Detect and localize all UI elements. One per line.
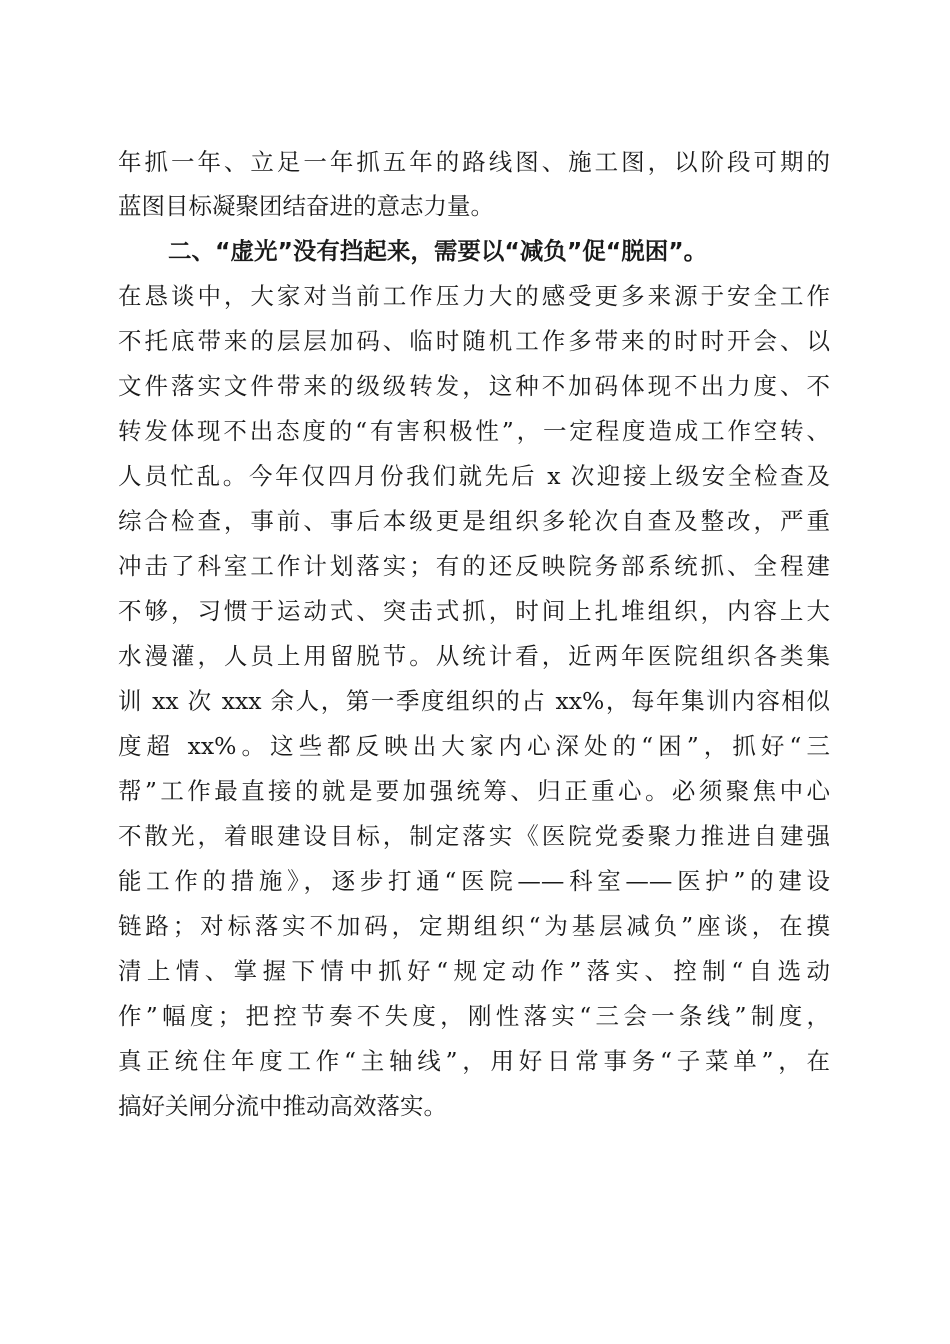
paragraph-line: 不够，习惯于运动式、突击式抓，时间上扎堆组织，内容上大 (118, 597, 830, 625)
paragraph-line: 年抓一年、立足一年抓五年的路线图、施工图，以阶段可期的 (118, 148, 830, 176)
paragraph-line: 真正统住年度工作“主轴线”，用好日常事务“子菜单”，在 (118, 1047, 830, 1075)
section-heading (118, 229, 830, 273)
paragraph-line: 度超 xx%。这些都反映出大家内心深处的“困”，抓好“三 (118, 732, 830, 760)
paragraph-line: 能工作的措施》，逐步打通“医院——科室——医护”的建设 (118, 867, 830, 895)
paragraph-line: 作”幅度；把控节奏不失度，刚性落实“三会一条线”制度， (118, 1002, 830, 1030)
paragraph-line: 训 xx 次 xxx 余人，第一季度组织的占 xx%，每年集训内容相似 (118, 687, 830, 715)
paragraph-line: 清上情、掌握下情中抓好“规定动作”落实、控制“自选动 (118, 957, 830, 985)
paragraph-line: 在恳谈中，大家对当前工作压力大的感受更多来源于安全工作 (118, 282, 830, 310)
paragraph-line: 搞好关闸分流中推动高效落实。 (118, 1092, 447, 1120)
paragraph-line: 蓝图目标凝聚团结奋进的意志力量。 (118, 192, 494, 220)
paragraph-line: 人员忙乱。今年仅四月份我们就先后 x 次迎接上级安全检查及 (118, 462, 830, 490)
paragraph-line: 帮”工作最直接的就是要加强统筹、归正重心。必须聚焦中心 (118, 777, 830, 805)
paragraph-line: 不散光，着眼建设目标，制定落实《医院党委聚力推进自建强 (118, 822, 830, 850)
paragraph-line: 转发体现不出态度的“有害积极性”，一定程度造成工作空转、 (118, 417, 830, 445)
paragraph-line: 文件落实文件带来的级级转发，这种不加码体现不出力度、不 (118, 372, 830, 400)
paragraph-line: 水漫灌，人员上用留脱节。从统计看，近两年医院组织各类集 (118, 642, 830, 670)
paragraph-line: 冲击了科室工作计划落实；有的还反映院务部系统抓、全程建 (118, 552, 830, 580)
paragraph-line: 综合检查，事前、事后本级更是组织多轮次自查及整改，严重 (118, 507, 830, 535)
paragraph-line: 链路；对标落实不加码，定期组织“为基层减负”座谈，在摸 (118, 912, 830, 940)
paragraph-line: 不托底带来的层层加码、临时随机工作多带来的时时开会、以 (118, 327, 830, 355)
section-heading-text: 二、“虚光”没有挡起来，需要以“减负”促“脱困”。 (168, 237, 708, 265)
